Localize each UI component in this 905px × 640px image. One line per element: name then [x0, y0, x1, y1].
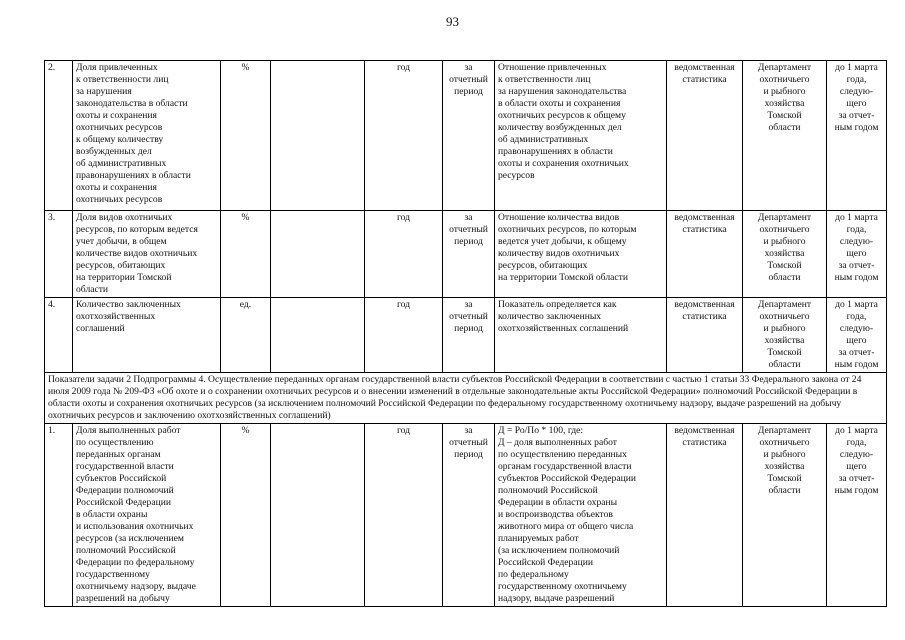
frequency: год [365, 61, 443, 211]
responsible-body: Департамент охотничьего и рыбного хозяйства Томской области [743, 61, 827, 211]
table-row [45, 211, 887, 298]
indicator-name: Доля привлеченных к ответственности лиц за нарушения законодательства в области охоты и сохранения охотничьих ресурсов к общему количеству возбужденных дел об административных правонарушениях в области охоты и сохранения охотничьих ресурсов [73, 61, 221, 211]
section-header-row [45, 373, 887, 424]
frequency: год [365, 298, 443, 373]
calculation-method: Отношение количества видов охотничьих ресурсов, по которым ведется учет добычи, к общему количеству видов охотничьих ресурсов, обитающих на территории Томской области [495, 211, 667, 298]
calculation-method: Д = Ро/По * 100, где: Д – доля выполненных работ по осуществлению переданных органам государственной власти субъектов Российской Федерации полномочий Российской Федерации в области охраны и воспроизводства объектов животного мира от общего числа планируемых работ (за исключением полномочий Российской Федерации по федеральному государственному охотничьему надзору, выдаче разрешений [495, 424, 667, 607]
data-source: ведомственная статистика [667, 298, 743, 373]
time-characteristic: за отчетный период [443, 211, 495, 298]
unit: % [221, 61, 271, 211]
data-source: ведомственная статистика [667, 211, 743, 298]
table-row [45, 298, 887, 373]
time-characteristic: за отчетный период [443, 424, 495, 607]
unit: ед. [221, 298, 271, 373]
row-number: 2. [45, 61, 73, 211]
frequency: год [365, 424, 443, 607]
row-number: 3. [45, 211, 73, 298]
calculation-method: Показатель определяется как количество заключенных охотхозяйственных соглашений [495, 298, 667, 373]
empty-cell [271, 424, 365, 607]
deadline: до 1 марта года, следую- щего за отчет- ным годом [827, 298, 887, 373]
empty-cell [271, 211, 365, 298]
page-number: 93 [446, 14, 459, 29]
time-characteristic: за отчетный период [443, 61, 495, 211]
data-source: ведомственная статистика [667, 61, 743, 211]
data-source: ведомственная статистика [667, 424, 743, 607]
table-row [45, 424, 887, 607]
unit: % [221, 211, 271, 298]
section-header: Показатели задачи 2 Подпрограммы 4. Осуществление переданных органам государственной власти субъектов Российской Федерации в соответствии с частью 1 статьи 33 Федерального закона от 24 июля 2009 года № 209-ФЗ «Об охоте и о сохранении охотничьих ресурсов и о внесении изменений в отдельные законодательные акты Российской Федерации» полномочий Российской Федерации в области охоты и сохранения охотничьих ресурсов (за исключением полномочий Российской Федерации по федеральному государственному охотничьему надзору, выдаче разрешений на добычу охотничьих ресурсов и заключению охотхозяйственных соглашений) [45, 373, 887, 424]
deadline: до 1 марта года, следую- щего за отчет- ным годом [827, 61, 887, 211]
row-number: 4. [45, 298, 73, 373]
unit: % [221, 424, 271, 607]
indicator-name: Количество заключенных охотхозяйственных соглашений [73, 298, 221, 373]
indicators-table [44, 60, 887, 607]
deadline: до 1 марта года, следую- щего за отчет- ным годом [827, 424, 887, 607]
empty-cell [271, 298, 365, 373]
responsible-body: Департамент охотничьего и рыбного хозяйства Томской области [743, 298, 827, 373]
indicator-name: Доля выполненных работ по осуществлению переданных органам государственной власти субъектов Российской Федерации полномочий Российской Федерации в области охраны и использования охотничьих ресурсов (за исключением полномочий Российской Федерации по федеральному государственному охотничьему надзору, выдаче разрешений на добычу [73, 424, 221, 607]
frequency: год [365, 211, 443, 298]
time-characteristic: за отчетный период [443, 298, 495, 373]
responsible-body: Департамент охотничьего и рыбного хозяйства Томской области [743, 424, 827, 607]
table-row [45, 61, 887, 211]
row-number: 1. [45, 424, 73, 607]
responsible-body: Департамент охотничьего и рыбного хозяйства Томской области [743, 211, 827, 298]
empty-cell [271, 61, 365, 211]
calculation-method: Отношение привлеченных к ответственности лиц за нарушения законодательства в области охоты и сохранения охотничьих ресурсов к общему количеству возбужденных дел об административных правонарушениях в области охоты и сохранения охотничьих ресурсов [495, 61, 667, 211]
deadline: до 1 марта года, следую- щего за отчет- ным годом [827, 211, 887, 298]
indicator-name: Доля видов охотничьих ресурсов, по которым ведется учет добычи, в общем количестве видов охотничьих ресурсов, обитающих на территории Томской области [73, 211, 221, 298]
